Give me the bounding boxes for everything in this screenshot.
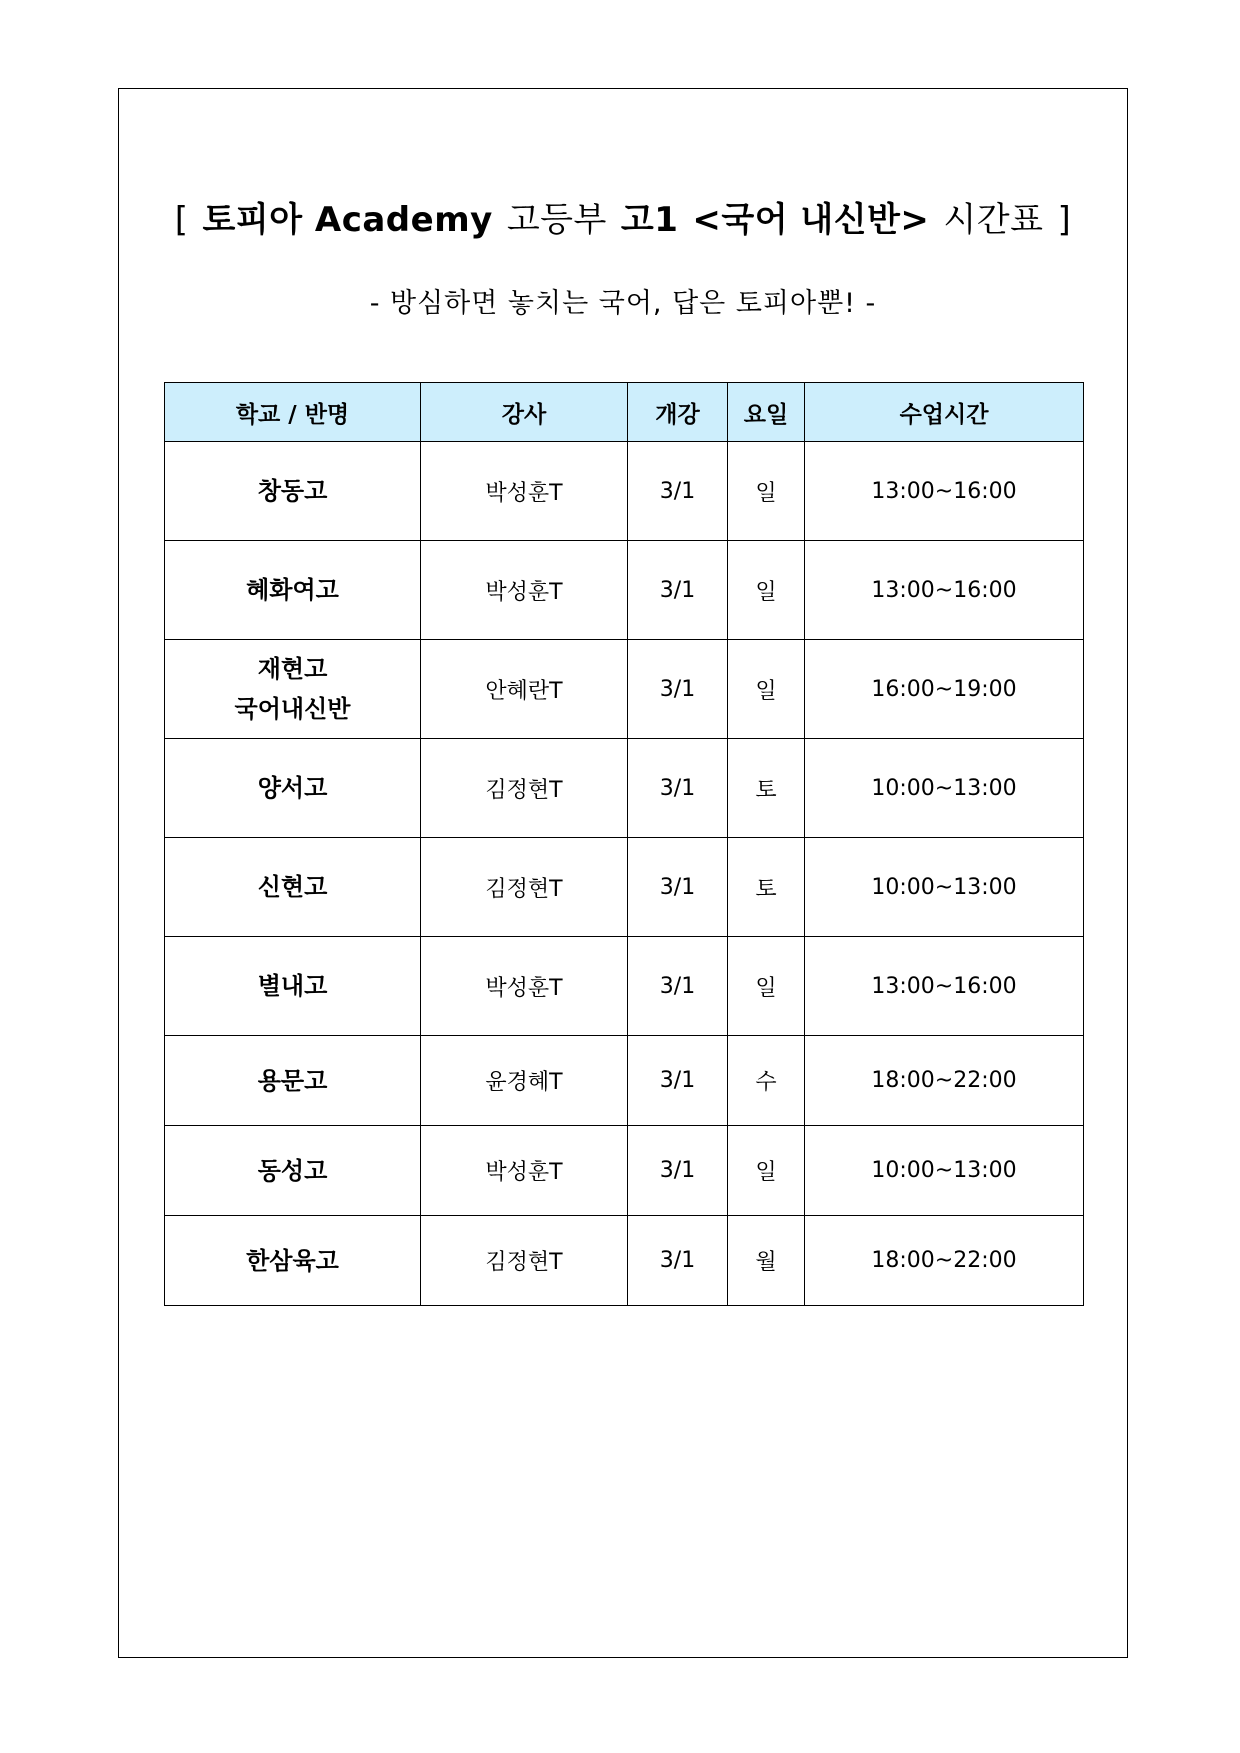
school-name: 혜화여고 [246,576,339,604]
time-cell: 18:00~22:00 [805,1216,1084,1306]
header-teacher: 강사 [421,383,628,442]
school-name: 동성고 [257,1156,328,1185]
start-cell: 3/1 [628,1126,728,1216]
school-name: 한삼육고 [246,1246,339,1275]
time-cell: 10:00~13:00 [805,838,1084,937]
teacher-cell: 김정현T [421,1216,628,1306]
school-class-name: 국어내신반 [234,695,351,723]
title-open-bracket: [ [174,200,189,240]
teacher-cell: 김정현T [421,739,628,838]
time-cell: 13:00~16:00 [805,442,1084,541]
school-cell [165,640,421,739]
school-cell [165,1216,421,1306]
table-row [165,1216,1084,1306]
school-cell [165,442,421,541]
day-cell: 일 [728,640,805,739]
teacher-cell: 박성훈T [421,1126,628,1216]
time-cell: 18:00~22:00 [805,1036,1084,1126]
day-cell: 일 [728,442,805,541]
school-name: 신현고 [257,873,328,901]
day-cell: 일 [728,1126,805,1216]
table-row [165,1036,1084,1126]
school-cell [165,838,421,937]
table-row [165,739,1084,838]
school-cell [165,937,421,1036]
table-row [165,640,1084,739]
start-cell: 3/1 [628,937,728,1036]
title-brand: 토피아 Academy [202,200,493,240]
table-row [165,541,1084,640]
start-cell: 3/1 [628,838,728,937]
day-cell: 토 [728,838,805,937]
page-title [118,196,1128,244]
time-cell: 16:00~19:00 [805,640,1084,739]
school-name: 별내고 [257,972,328,1000]
start-cell: 3/1 [628,640,728,739]
day-cell: 월 [728,1216,805,1306]
teacher-cell: 윤경혜T [421,1036,628,1126]
title-course: <국어 내신반> [692,200,930,240]
teacher-cell: 김정현T [421,838,628,937]
title-close-bracket: ] [1057,200,1072,240]
table-row [165,442,1084,541]
header-start: 개강 [628,383,728,442]
table-row [165,1126,1084,1216]
title-grade: 고1 [620,200,679,240]
teacher-cell: 박성훈T [421,541,628,640]
school-cell [165,1126,421,1216]
school-name: 양서고 [257,774,328,802]
school-cell [165,541,421,640]
time-cell: 13:00~16:00 [805,541,1084,640]
start-cell: 3/1 [628,739,728,838]
header-row [165,383,1084,442]
page-subtitle: - 방심하면 놓치는 국어, 답은 토피아뿐! - [369,288,877,319]
header-school: 학교 / 반명 [165,383,421,442]
school-cell [165,1036,421,1126]
timetable [164,382,1084,1306]
school-name: 재현고 [257,655,328,683]
header-time: 수업시간 [805,383,1084,442]
time-cell: 10:00~13:00 [805,1126,1084,1216]
table-row [165,838,1084,937]
time-cell: 10:00~13:00 [805,739,1084,838]
header-day: 요일 [728,383,805,442]
start-cell: 3/1 [628,442,728,541]
day-cell: 일 [728,937,805,1036]
school-name: 용문고 [257,1066,328,1095]
start-cell: 3/1 [628,1216,728,1306]
start-cell: 3/1 [628,541,728,640]
day-cell: 수 [728,1036,805,1126]
start-cell: 3/1 [628,1036,728,1126]
table-row [165,937,1084,1036]
school-cell [165,739,421,838]
teacher-cell: 박성훈T [421,442,628,541]
title-suffix: 시간표 [943,200,1044,240]
teacher-cell: 안혜란T [421,640,628,739]
day-cell: 토 [728,739,805,838]
title-division: 고등부 [506,200,607,240]
school-name: 창동고 [257,477,328,505]
time-cell: 13:00~16:00 [805,937,1084,1036]
teacher-cell: 박성훈T [421,937,628,1036]
day-cell: 일 [728,541,805,640]
